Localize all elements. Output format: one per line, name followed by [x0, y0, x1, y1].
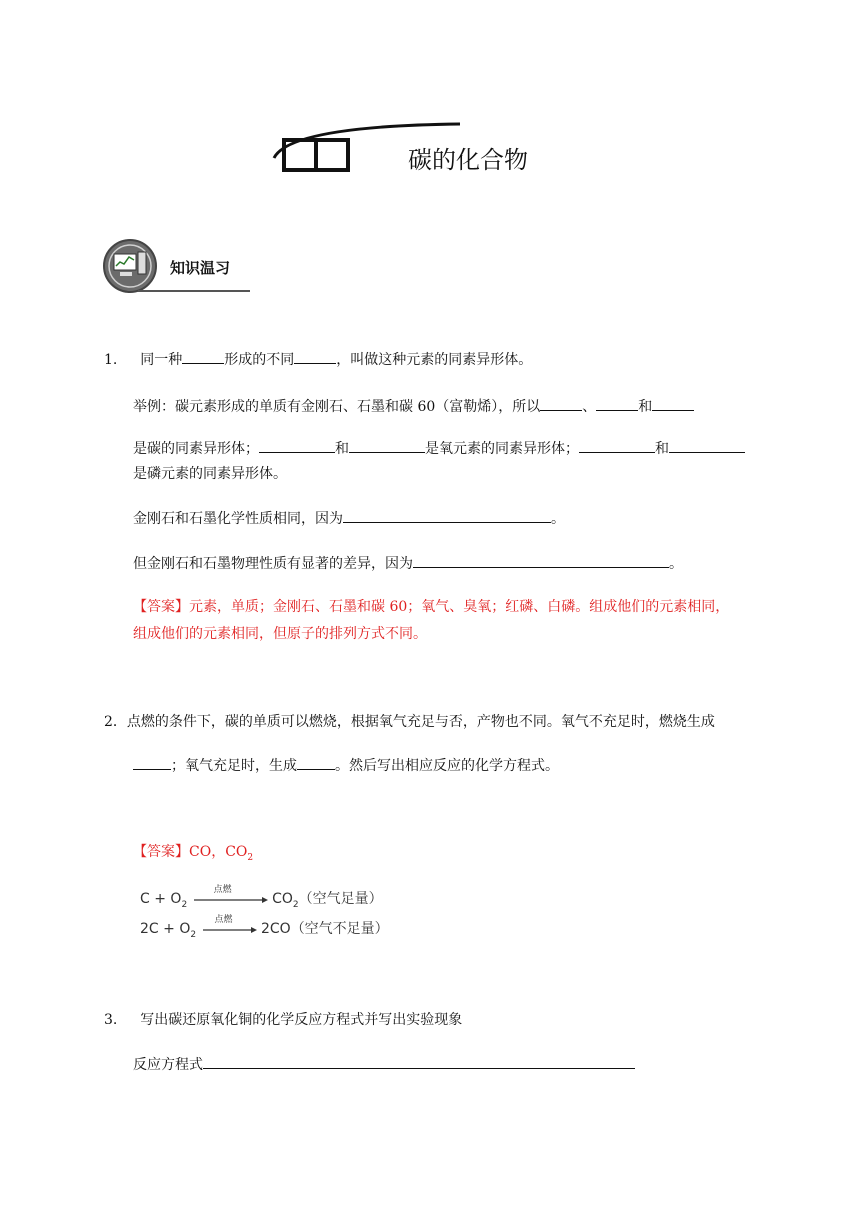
q2-line2: ；氧气充足时，生成 。然后写出相应反应的化学方程式。: [133, 755, 559, 776]
q3-number: 3.: [104, 1012, 118, 1028]
blank[interactable]: [652, 396, 694, 411]
q1-line5: 金刚石和石墨化学性质相同，因为 。: [133, 508, 565, 529]
blank[interactable]: [349, 438, 425, 453]
blank[interactable]: [294, 349, 336, 364]
q1-answer-line1: 【答案】元素，单质；金刚石、石墨和碳 60；氧气、臭氧；红磷、白磷。组成他们的元素相同，: [133, 599, 730, 615]
q1-line3: 是碳的同素异形体； 和 是氧元素的同素异形体； 和: [133, 438, 745, 459]
q1-line1: 1. 同一种 形成的不同 ，叫做这种元素的同素异形体。: [104, 349, 532, 370]
q3-line1: 3. 写出碳还原氧化铜的化学反应方程式并写出实验现象: [104, 1012, 463, 1028]
equation-2: $2C + O_2$ 点燃 2CO（空气不足量）: [140, 915, 389, 940]
blank[interactable]: [133, 755, 171, 770]
blank[interactable]: [413, 553, 669, 568]
q3-line2: 反应方程式: [133, 1054, 635, 1075]
blank[interactable]: [343, 508, 551, 523]
q1-line2: 举例：碳元素形成的单质有金刚石、石墨和碳 60（富勒烯），所以 、 和: [133, 396, 694, 417]
q1-number: 1.: [104, 352, 118, 368]
q2-line1: 2．点燃的条件下，碳的单质可以燃烧，根据氧气充足与否，产物也不同。氧气不充足时，燃烧生成: [104, 714, 715, 730]
page-title: 碳的化合物: [408, 146, 528, 174]
section-title: 知识温习: [170, 259, 231, 277]
equation-1: $C + O_2$ 点燃 $CO_2$（空气足量）: [140, 885, 383, 910]
q1-line6: 但金刚石和石墨物理性质有显著的差异，因为 。: [133, 553, 683, 574]
blank[interactable]: [579, 438, 655, 453]
q1-line4: 是磷元素的同素异形体。: [133, 466, 287, 482]
blank[interactable]: [540, 396, 582, 411]
blank[interactable]: [182, 349, 224, 364]
blank[interactable]: [259, 438, 335, 453]
blank[interactable]: [596, 396, 638, 411]
reaction-arrow: 点燃: [201, 922, 257, 936]
reaction-arrow: 点燃: [192, 892, 268, 906]
blank[interactable]: [203, 1054, 635, 1069]
q2-answer: 【答案】CO，$CO_2$: [133, 844, 254, 863]
blank[interactable]: [669, 438, 745, 453]
q1-answer-line2: 组成他们的元素相同，但原子的排列方式不同。: [133, 626, 427, 642]
blank[interactable]: [297, 755, 335, 770]
